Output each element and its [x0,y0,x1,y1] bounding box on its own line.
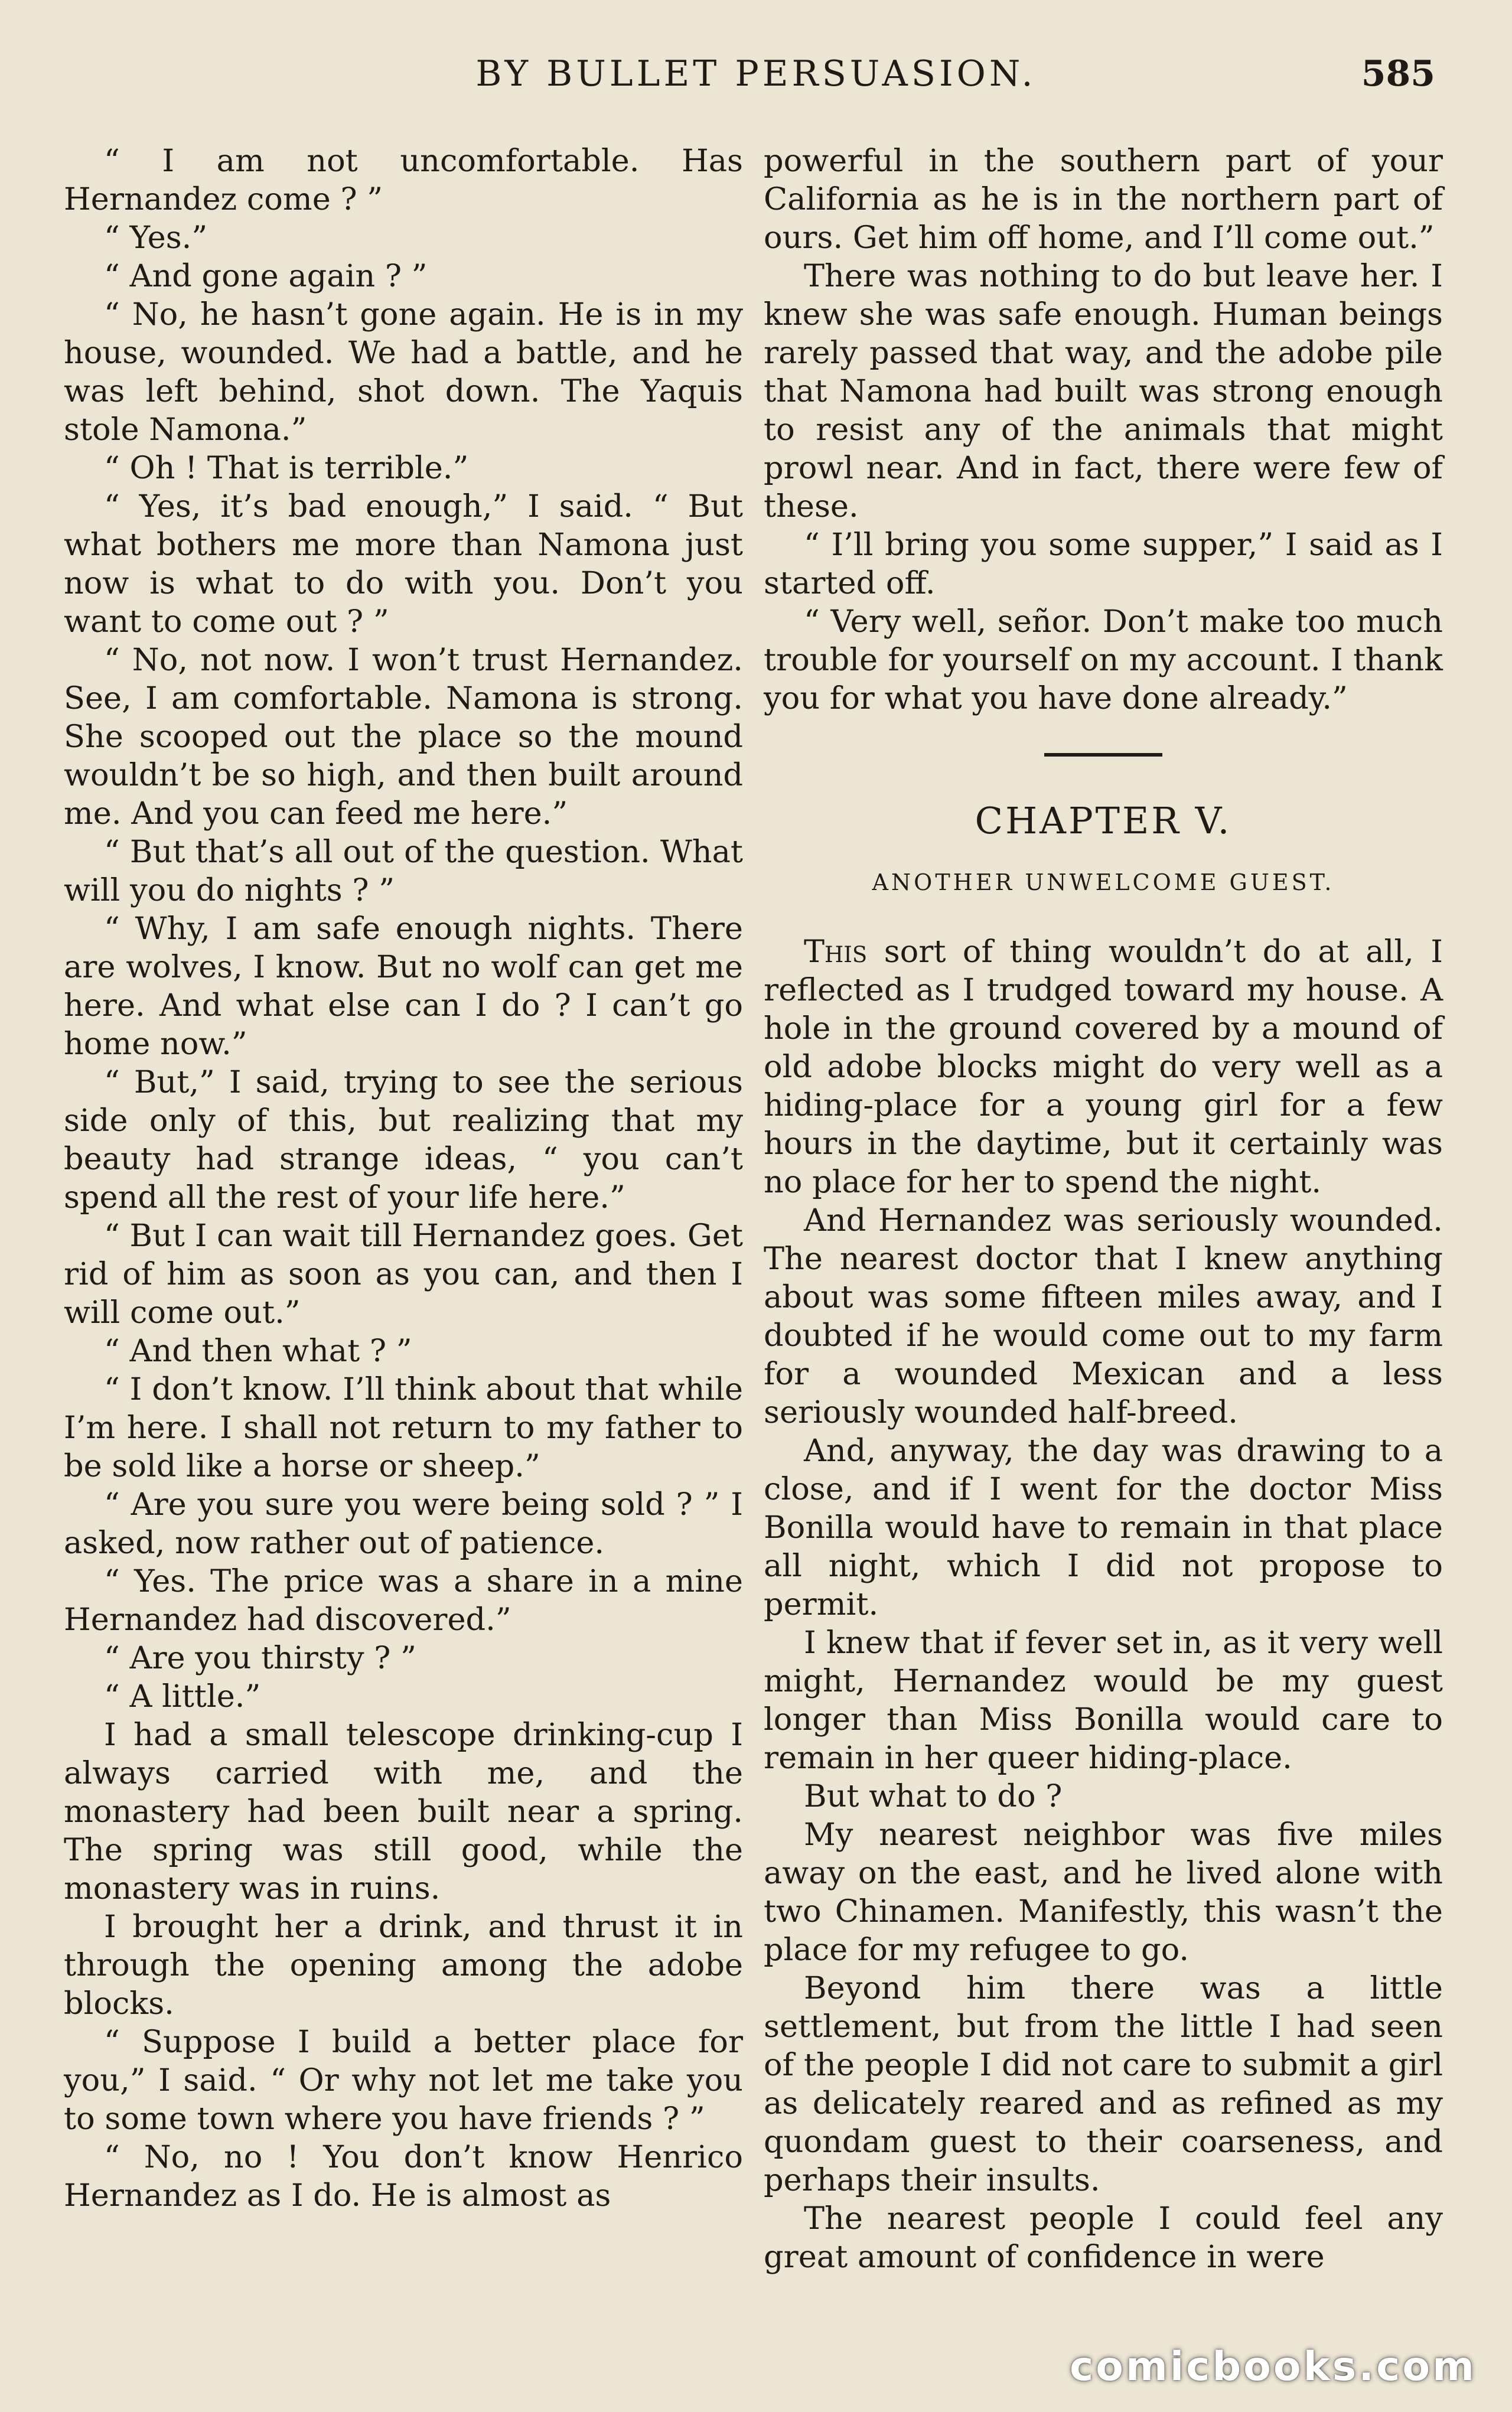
paragraph: “ I don’t know. I’ll think about that while I’m here. I shall not return to my father to be sold like a horse or sheep.” [64,1371,743,1484]
paragraph: “ But,” I said, trying to see the serious side only of this, but realizing that my beauty had strange ideas, “ you can’t spend all the rest of your life here.” [64,1064,743,1215]
lead-in-word: This [804,934,868,970]
running-head: BY BULLET PERSUASION. [475,53,1037,94]
paragraph: “ And gone again ? ” [104,258,428,294]
page-header [0,53,1512,106]
right-column-top [764,142,1443,718]
paragraph: But what to do ? [804,1778,1063,1814]
paragraph: “ But that’s all out of the question. What will you do nights ? ” [64,834,743,908]
paragraph: “ And then what ? ” [104,1333,412,1369]
paragraph: I had a small telescope drinking-cup I always carried with me, and the monastery had been built near a spring. The spring was still good, while the monastery was in ruins. [64,1717,743,1906]
paragraph: “ Yes. The price was a share in a mine Hernandez had discovered.” [64,1563,743,1638]
paragraph: And, anyway, the day was drawing to a close, and if I went for the doctor Miss Bonilla would have to remain in that place all night, which I did not propose to permit. [764,1433,1443,1622]
paragraph: And Hernandez was seriously wounded. The nearest doctor that I knew anything about was some fifteen miles away, and I doubted if he would come out to my farm for a wounded Mexican and a less seriously wounded half-breed. [764,1202,1443,1430]
section-rule [1044,753,1162,757]
paragraph: My nearest neighbor was five miles away on the east, and he lived alone with two Chinamen. Manifestly, this wasn’t the place for my refugee to go. [764,1817,1443,1968]
paragraph: “ Suppose I build a better place for you,” I said. “ Or why not let me take you to some town where you have friends ? ” [64,2024,743,2137]
paragraph: The nearest people I could feel any great amount of confidence in were [764,2201,1443,2275]
paragraph: “ No, not now. I won’t trust Hernandez. See, I am comfortable. Namona is strong. She scooped out the place so the mound wouldn’t be so high, and then built around me. And you can feed me here.” [64,642,743,832]
paragraph: “ No, he hasn’t gone again. He is in my house, wounded. We had a battle, and he was left behind, shot down. The Yaquis stole Namona.” [64,296,743,448]
paragraph: “ No, no ! You don’t know Henrico Hernandez as I do. He is almost as [64,2139,743,2214]
paragraph: “ Very well, señor. Don’t make too much trouble for yourself on my account. I thank you for what you have done already.” [764,604,1443,716]
left-column [64,142,743,2215]
right-column-bottom [764,933,1443,2276]
paragraph: “ Are you sure you were being sold ? ” I asked, now rather out of patience. [64,1487,743,1561]
paragraph: “ Yes.” [104,220,208,256]
paragraph: “ But I can wait till Hernandez goes. Get rid of him as soon as you can, and then I will come out.” [64,1218,743,1331]
paragraph: “ Are you thirsty ? ” [104,1640,416,1676]
paragraph: I knew that if fever set in, as it very well might, Hernandez would be my guest longer than Miss Bonilla would care to remain in her queer hiding-place. [764,1625,1443,1776]
paragraph: “ Why, I am safe enough nights. There are wolves, I know. But no wolf can get me here. And what else can I do ? I can’t go home now.” [64,911,743,1062]
paragraph: “ I’ll bring you some supper,” I said as I started off. [764,527,1443,601]
chapter-subtitle: ANOTHER UNWELCOME GUEST. [872,869,1335,895]
paragraph: There was nothing to do but leave her. I knew she was safe enough. Human beings rarely passed that way, and the adobe pile that Namona had built was strong enough to resist any of the animals that might prowl near. And in fact, there were few of these. [764,258,1443,524]
paragraph: “ Yes, it’s bad enough,” I said. “ But what bothers me more than Namona just now is what to do with you. Don’t you want to come out ? ” [64,488,743,640]
paragraph: “ Oh ! That is terrible.” [104,450,469,486]
page-number: 585 [1361,53,1435,94]
paragraph: “ A little.” [104,1678,261,1715]
paragraph: Beyond him there was a little settlement, but from the little I had seen of the people I did not care to submit a girl as delicately reared and as refined as my quondam guest to their coarseness, and perhaps their insults. [764,1970,1443,2198]
chapter-heading: CHAPTER V. [975,799,1232,842]
paragraph: powerful in the southern part of your California as he is in the northern part of ours. Get him off home, and I’ll come out.” [764,143,1443,256]
paragraph: This sort of thing wouldn’t do at all, I reflected as I trudged toward my house. A hole in the ground covered by a mound of old adobe blocks might do very well as a hiding-place for a young girl for a few hours in the daytime, but it certainly was no place for her to spend the night. [764,934,1443,1200]
watermark-logo: comicbooks.com [1069,2343,1477,2390]
paragraph: I brought her a drink, and thrust it in through the opening among the adobe blocks. [64,1909,743,2022]
paragraph: “ I am not uncomfortable. Has Hernandez come ? ” [64,143,743,217]
right-column [764,142,1443,2276]
